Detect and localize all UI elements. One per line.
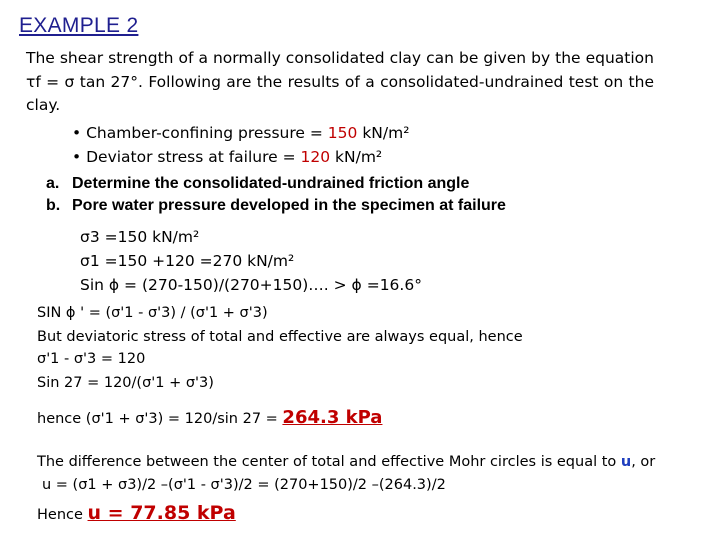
bullet-confining-pressure <box>72 124 409 142</box>
effective-sum-result: 264.3 kPa <box>282 407 383 428</box>
problem-statement: The shear strength of a normally consolidated clay can be given by the equation τf = σ tan 27°. Following are the results of a consolidated-undrained test on the clay. <box>26 49 654 114</box>
question-label: a. <box>46 175 60 192</box>
bullet-marker: • <box>72 124 82 142</box>
bullet-unit: kN/m² <box>330 148 383 166</box>
deviatoric-equation: σ'1 - σ'3 = 120 <box>37 351 146 367</box>
hence-prefix: hence (σ'1 + σ'3) = 120/sin 27 = <box>37 411 283 427</box>
final-prefix: Hence <box>37 507 88 523</box>
final-result: u = 77.85 kPa <box>87 502 236 524</box>
difference-suffix: , or <box>631 454 656 470</box>
page-title: EXAMPLE 2 <box>19 14 139 37</box>
u-equation: u = (σ1 + σ3)/2 –(σ'1 - σ'3)/2 = (270+150)/2 –(264.3)/2 <box>42 477 446 493</box>
question-label: b. <box>46 197 61 214</box>
solution-sigma3: σ3 =150 kN/m² <box>80 228 200 246</box>
final-answer-line <box>37 502 236 524</box>
difference-line <box>37 454 655 470</box>
question-a <box>46 175 469 193</box>
hence-line <box>37 407 382 428</box>
sin27-equation: Sin 27 = 120/(σ'1 + σ'3) <box>37 375 214 391</box>
deviator-stress-value: 120 <box>300 148 331 166</box>
question-b <box>46 197 506 215</box>
bullet-label: Chamber-confining pressure = <box>86 124 328 142</box>
confining-pressure-value: 150 <box>327 124 358 142</box>
bullet-unit: kN/m² <box>357 124 410 142</box>
question-text: Determine the consolidated-undrained friction angle <box>72 175 470 192</box>
bullet-marker: • <box>72 148 82 166</box>
sin-phi-prime-equation: SIN ϕ ' = (σ'1 - σ'3) / (σ'1 + σ'3) <box>37 305 268 321</box>
deviatoric-note: But deviatoric stress of total and effective are always equal, hence <box>37 329 523 345</box>
difference-prefix: The difference between the center of total and effective Mohr circles is equal to <box>37 454 621 470</box>
question-text: Pore water pressure developed in the specimen at failure <box>72 197 506 214</box>
solution-sin-phi: Sin ϕ = (270-150)/(270+150)…. > ϕ =16.6° <box>80 276 422 294</box>
solution-sigma1: σ1 =150 +120 =270 kN/m² <box>80 252 295 270</box>
bullet-deviator-stress <box>72 148 382 166</box>
pore-pressure-symbol: u <box>620 454 632 470</box>
bullet-label: Deviator stress at failure = <box>86 148 301 166</box>
